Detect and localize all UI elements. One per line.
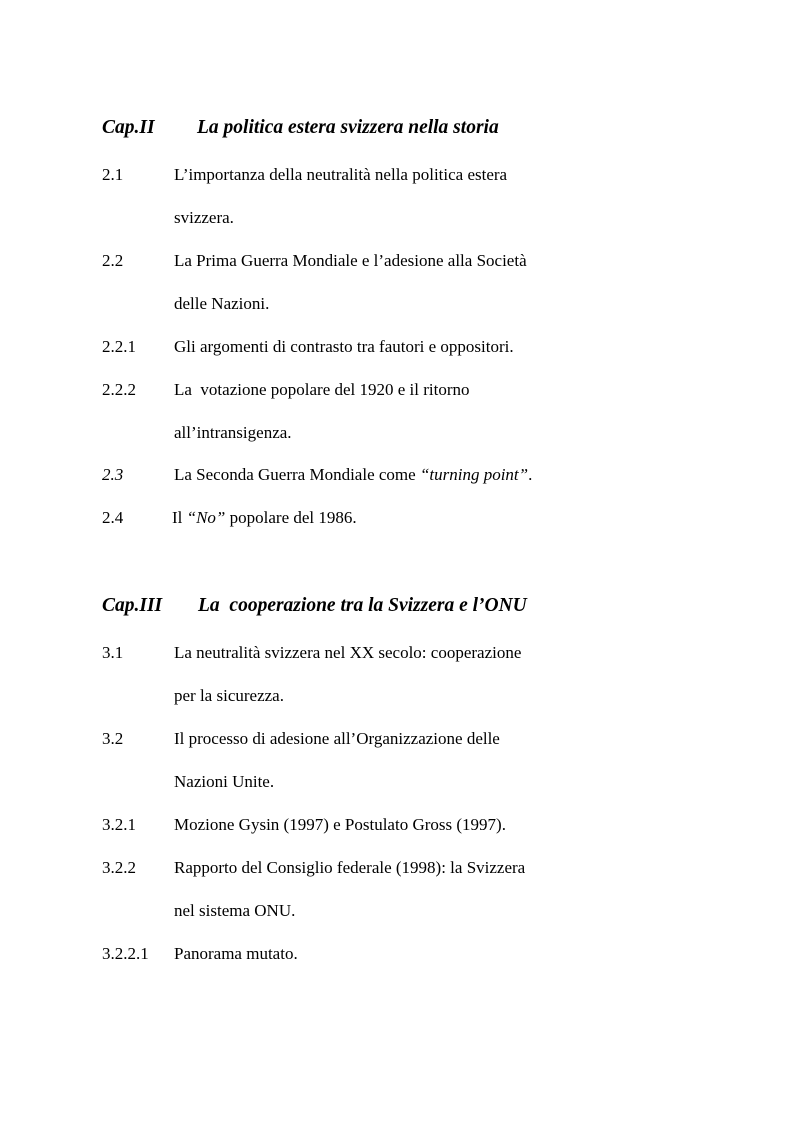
toc-entry-text: Nazioni Unite.: [174, 772, 275, 791]
toc-entry-text-part: popolare del 1986.: [225, 508, 357, 527]
toc-entry-number: 3.2.1: [102, 815, 136, 834]
toc-entry-number: 2.3: [102, 465, 124, 484]
toc-entry-number: 2.4: [102, 508, 124, 527]
toc-entry-text: L’importanza della neutralità nella politica estera: [174, 165, 508, 184]
toc-entry-text: [172, 509, 357, 526]
toc-entry-italic-term: “No”: [186, 508, 226, 527]
toc-entry-text: La votazione popolare del 1920 e il ritorno: [174, 380, 470, 399]
toc-entry-text: La Prima Guerra Mondiale e l’adesione alla Società: [174, 251, 527, 270]
toc-entry-italic-term: “turning point”: [419, 465, 529, 484]
toc-entry-text: nel sistema ONU.: [174, 901, 296, 920]
toc-entry-text: Il processo di adesione all’Organizzazione delle: [174, 729, 500, 748]
toc-entry-text: svizzera.: [174, 208, 234, 227]
toc-entry-text-part: .: [528, 465, 533, 484]
chapter-title: La cooperazione tra la Svizzera e l’ONU: [198, 595, 527, 616]
toc-entry-text: all’intransigenza.: [174, 423, 292, 442]
toc-entry-number: 3.2: [102, 729, 124, 748]
toc-entry-text: delle Nazioni.: [174, 294, 270, 313]
toc-entry-number: 2.2: [102, 251, 124, 270]
chapter-number: Cap.II: [102, 117, 155, 138]
toc-entry-number: 2.2.2: [102, 380, 136, 399]
chapter-number: Cap.III: [102, 595, 163, 616]
toc-entry-number: 3.1: [102, 643, 124, 662]
toc-entry-number: 2.2.1: [102, 337, 136, 356]
toc-entry-number: 2.1: [102, 165, 124, 184]
toc-entry-text: Gli argomenti di contrasto tra fautori e oppositori.: [174, 337, 514, 356]
toc-entry-text: La neutralità svizzera nel XX secolo: cooperazione: [174, 643, 522, 662]
toc-entry-text: per la sicurezza.: [174, 686, 284, 705]
toc-entry-text: [174, 466, 532, 483]
toc-entry-number: 3.2.2.1: [102, 944, 149, 963]
toc-entry-text-part: Il: [172, 508, 187, 527]
toc-entry-text: Rapporto del Consiglio federale (1998): la Svizzera: [174, 858, 526, 877]
toc-entry-text: Panorama mutato.: [174, 944, 298, 963]
toc-entry-text: Mozione Gysin (1997) e Postulato Gross (1997).: [174, 815, 506, 834]
chapter-title: La politica estera svizzera nella storia: [197, 117, 499, 138]
toc-entry-number: 3.2.2: [102, 858, 136, 877]
toc-entry-text-part: La Seconda Guerra Mondiale come: [174, 465, 420, 484]
